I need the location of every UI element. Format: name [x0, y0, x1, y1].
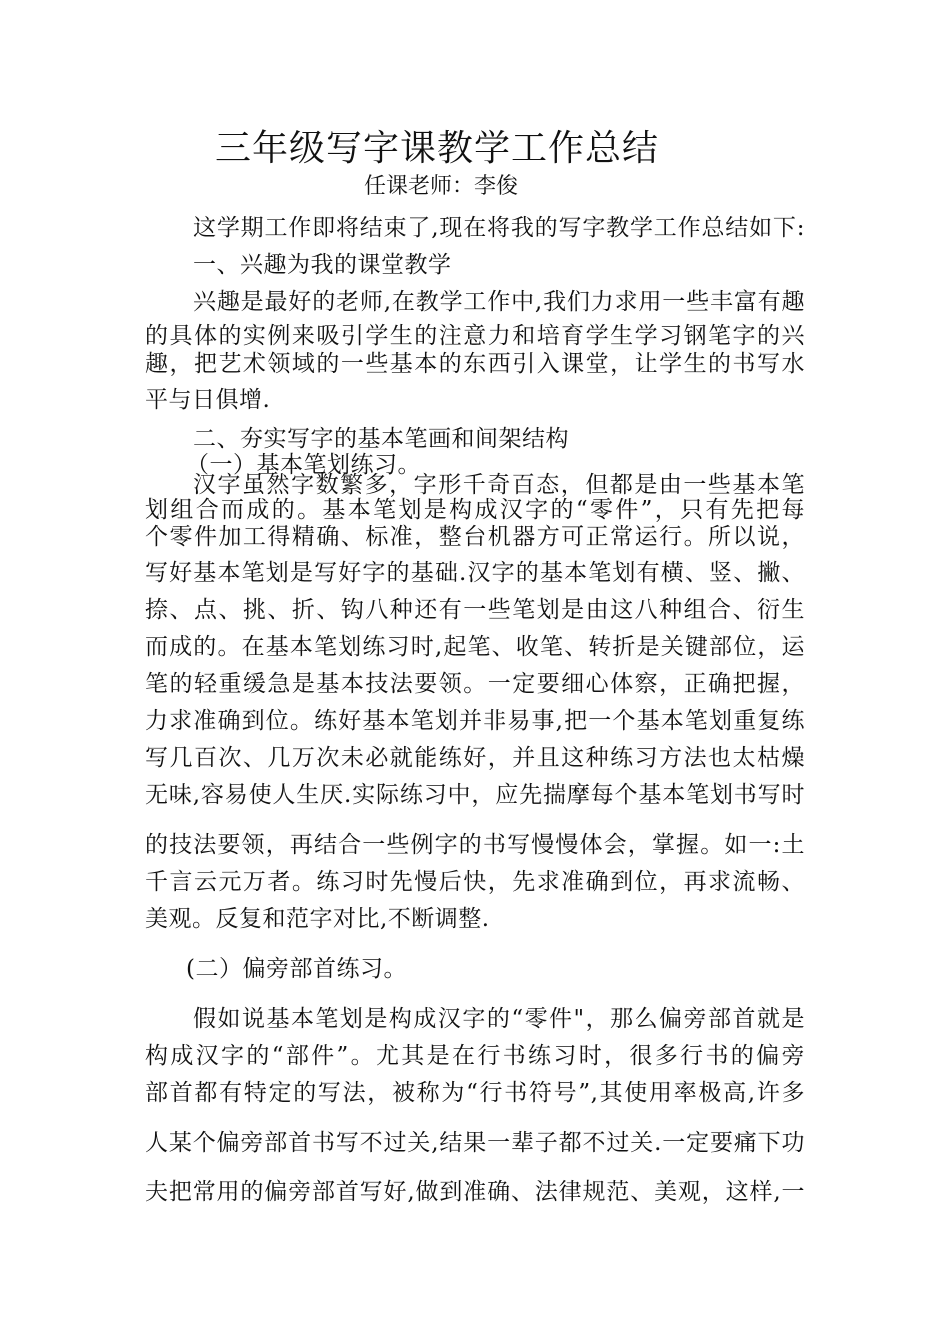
paragraph-line: 写几百次、几万次未必就能练好，并且这种练习方法也太枯燥 [145, 745, 805, 771]
subsection-heading: (二）偏旁部首练习。 [186, 956, 407, 982]
paragraph-line: 假如说基本笔划是构成汉字的“零件"，那么偏旁部首就是 [193, 1006, 805, 1032]
paragraph-line: 兴趣是最好的老师,在教学工作中,我们力求用一些丰富有趣 [193, 289, 805, 315]
paragraph-line: 平与日俱增. [145, 387, 271, 413]
section-heading: 二、夯实写字的基本笔画和间架结构 [193, 426, 569, 452]
paragraph-line: 划组合而成的。基本笔划是构成汉字的“零件”，只有先把每 [145, 497, 805, 523]
paragraph-line: 无味,容易使人生厌.实际练习中，应先揣摩每个基本笔划书写时 [145, 782, 805, 808]
paragraph-line: 的技法要领，再结合一些例字的书写慢慢体会，掌握。如一:土 [145, 832, 805, 858]
paragraph-line: 力求准确到位。练好基本笔划并非易事,把一个基本笔划重复练 [145, 708, 805, 734]
section-heading: 一、兴趣为我的课堂教学 [193, 252, 452, 278]
paragraph-line: 趣，把艺术领域的一些基本的东西引入课堂，让学生的书写水 [145, 351, 805, 377]
paragraph-line: 笔的轻重缓急是基本技法要领。一定要细心体察，正确把握， [145, 671, 805, 697]
paragraph-line: 美观。反复和范字对比,不断调整. [145, 906, 490, 932]
paragraph-line: 构成汉字的“部件”。尤其是在行书练习时，很多行书的偏旁 [145, 1043, 805, 1069]
paragraph-line: 人某个偏旁部首书写不过关,结果一辈子都不过关.一定要痛下功 [145, 1130, 805, 1156]
teacher-name: 任课老师：李俊 [364, 174, 519, 199]
subsection-heading: （一）基本笔划练习。 [186, 452, 421, 478]
paragraph-line: 而成的。在基本笔划练习时,起笔、收笔、转折是关键部位，运 [145, 634, 805, 660]
paragraph-line: 的具体的实例来吸引学生的注意力和培育学生学习钢笔字的兴 [145, 323, 805, 349]
paragraph-line: 这学期工作即将结束了,现在将我的写字教学工作总结如下: [193, 215, 805, 241]
paragraph-line: 千言云元万者。练习时先慢后快，先求准确到位，再求流畅、 [145, 869, 805, 895]
paragraph-line: 写好基本笔划是写好字的基础.汉字的基本笔划有横、竖、撇、 [145, 560, 805, 586]
paragraph-line: 汉字虽然字数繁多，字形千奇百态，但都是由一些基本笔 [193, 472, 805, 498]
paragraph-line: 捺、点、挑、折、钩八种还有一些笔划是由这八种组合、衍生 [145, 597, 805, 623]
paragraph-line: 夫把常用的偏旁部首写好,做到准确、法律规范、美观，这样,一 [145, 1179, 805, 1205]
document-title: 三年级写字课教学工作总结 [215, 128, 660, 169]
paragraph-line: 个零件加工得精确、标准，整台机器方可正常运行。所以说， [145, 524, 805, 550]
paragraph-line: 部首都有特定的写法，被称为“行书符号”,其使用率极高,许多 [145, 1080, 805, 1106]
